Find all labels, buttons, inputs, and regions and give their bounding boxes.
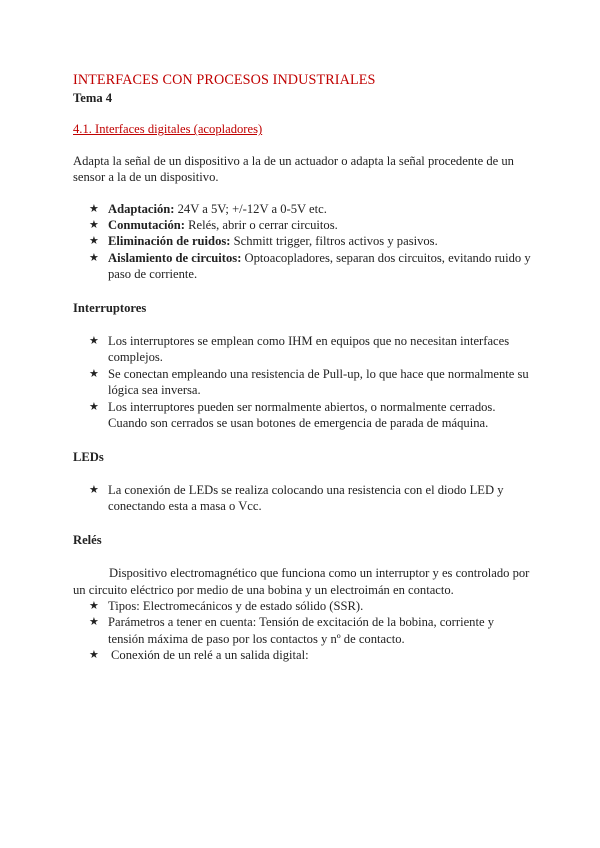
list-item — [73, 482, 533, 515]
star-bullet-icon: ★ — [89, 234, 99, 248]
star-bullet-icon: ★ — [89, 598, 99, 612]
document-title: INTERFACES CON PROCESOS INDUSTRIALES — [73, 72, 376, 88]
list-item — [73, 333, 533, 366]
list-item — [73, 217, 533, 233]
list-item-text: Se conectan empleando una resistencia de Pull-up, lo que hace que normalmente su lógica sea inversa. — [108, 366, 529, 398]
bullet-text: 24V a 5V; +/-12V a 0-5V etc. — [174, 201, 327, 216]
list-item-text: Los interruptores pueden ser normalmente abiertos, o normalmente cerrados. Cuando son cerrados se usan botones de emergencia de parada de máquina. — [108, 399, 496, 431]
star-bullet-icon: ★ — [89, 218, 99, 232]
leds-list — [73, 482, 533, 515]
list-item — [73, 250, 533, 283]
list-item — [73, 201, 533, 217]
reles-heading: Relés — [73, 532, 102, 547]
star-bullet-icon: ★ — [89, 250, 99, 264]
interruptores-heading: Interruptores — [73, 300, 147, 315]
bullet-text: Relés, abrir o cerrar circuitos. — [184, 218, 338, 233]
list-item — [73, 399, 533, 432]
bullet-text: Optoacopladores, separan dos circuitos, evitando ruido y paso de corriente. — [108, 250, 531, 282]
reles-list — [73, 598, 533, 664]
interfaces-list — [73, 201, 533, 283]
list-item-text: Tipos: Electromecánicos y de estado sólido (SSR). — [108, 598, 364, 613]
star-bullet-icon: ★ — [89, 648, 99, 662]
leds-heading: LEDs — [73, 449, 104, 464]
document-subtitle: Tema 4 — [73, 91, 113, 105]
list-item-text: Parámetros a tener en cuenta: Tensión de excitación de la bobina, corriente y tensión máxima de paso por los contactos y nº de contacto. — [108, 615, 494, 646]
star-bullet-icon: ★ — [89, 615, 99, 629]
intro-paragraph: Adapta la señal de un dispositivo a la de un actuador o adapta la señal procedente de un sensor a la de un dispositivo. — [73, 153, 514, 185]
interruptores-list — [73, 333, 533, 431]
reles-intro: Dispositivo electromagnético que funciona como un interruptor y es controlado por un circuito eléctrico por medio de una bobina y un electroimán en contacto. — [73, 566, 530, 597]
list-item — [73, 614, 533, 647]
list-item-text: Los interruptores se emplean como IHM en equipos que no necesitan interfaces complejos. — [108, 334, 510, 365]
star-bullet-icon: ★ — [89, 201, 99, 215]
star-bullet-icon: ★ — [89, 334, 99, 348]
bullet-term: Eliminación de ruidos: — [108, 234, 231, 249]
section-heading[interactable]: 4.1. Interfaces digitales (acopladores) — [73, 122, 263, 137]
list-item — [73, 598, 533, 614]
star-bullet-icon: ★ — [89, 366, 99, 380]
bullet-term: Aislamiento de circuitos: — [108, 250, 242, 265]
list-item — [73, 647, 533, 663]
star-bullet-icon: ★ — [89, 482, 99, 496]
star-bullet-icon: ★ — [89, 399, 99, 413]
list-item — [73, 366, 533, 399]
document-page — [73, 72, 533, 664]
list-item-text: Conexión de un relé a un salida digital: — [111, 648, 309, 663]
bullet-term: Adaptación: — [108, 201, 175, 216]
list-item — [73, 233, 533, 249]
list-item-text: La conexión de LEDs se realiza colocando una resistencia con el diodo LED y conectando esta a masa o Vcc. — [108, 482, 504, 514]
bullet-text: Schmitt trigger, filtros activos y pasivos. — [230, 234, 438, 249]
bullet-term: Conmutación: — [108, 218, 185, 233]
